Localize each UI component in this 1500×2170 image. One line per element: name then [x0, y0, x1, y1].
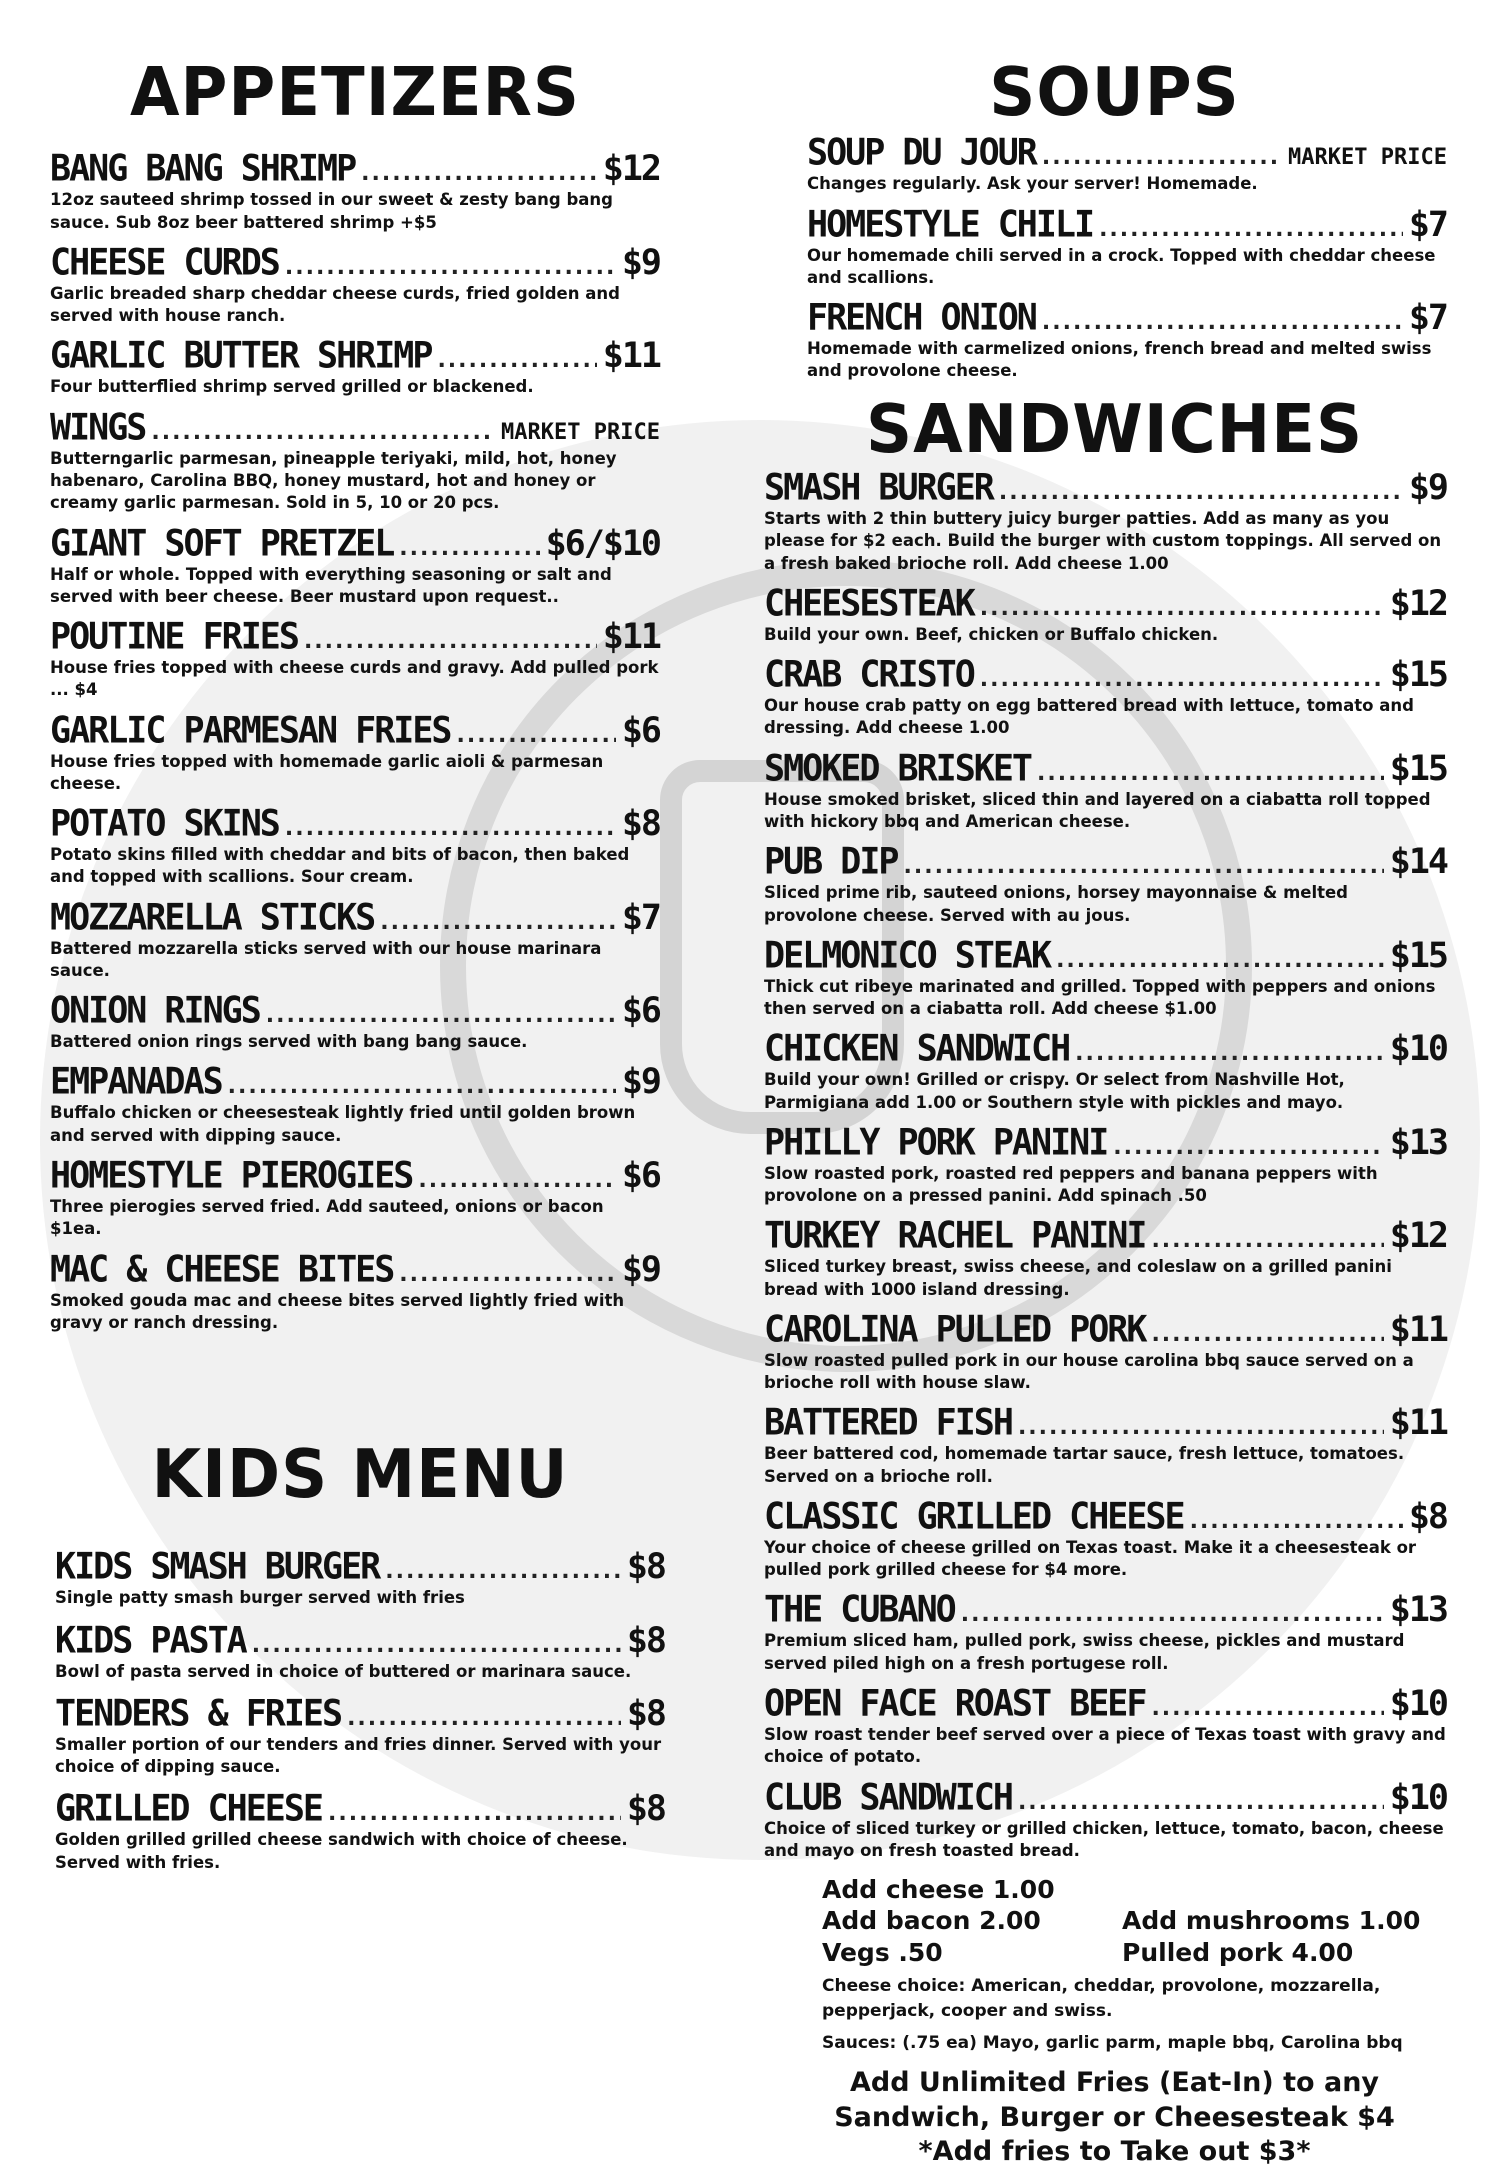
menu-item-header	[764, 582, 1447, 625]
kids-menu-section	[55, 1436, 665, 1888]
menu-item-price: $6	[621, 991, 660, 1032]
appetizers-section	[50, 54, 660, 1346]
menu-item-header	[764, 1495, 1447, 1538]
dot-leader	[1151, 1228, 1383, 1253]
menu-item-description: Buffalo chicken or cheesesteak lightly fried until golden brown and served with dipping sauce.	[50, 1103, 636, 1145]
menu-item	[55, 1692, 665, 1779]
soups-list	[807, 132, 1447, 382]
menu-item-description: Battered onion rings served with bang bang sauce.	[50, 1032, 528, 1052]
menu-item-name: WINGS	[50, 406, 146, 449]
addon-cheese: Add cheese 1.00	[822, 1875, 1055, 1905]
menu-item-description: Homemade with carmelized onions, french bread and melted swiss and provolone cheese.	[807, 339, 1432, 381]
menu-item	[50, 709, 660, 796]
menu-item-name: OPEN FACE ROAST BEEF	[764, 1682, 1146, 1725]
dot-leader	[457, 723, 616, 748]
menu-item-price: $7	[1408, 298, 1447, 339]
menu-item-name: GARLIC BUTTER SHRIMP	[50, 335, 432, 378]
dot-leader	[980, 667, 1384, 692]
menu-item-price: $11	[1389, 1403, 1447, 1444]
menu-item-price: $8	[621, 804, 660, 845]
menu-item	[50, 241, 660, 328]
menu-item	[50, 896, 660, 983]
menu-item-description: Premium sliced ham, pulled pork, swiss cheese, pickles and mustard served piled high on a fresh portugese roll.	[764, 1631, 1405, 1673]
menu-item-description: Your choice of cheese grilled on Texas toast. Make it a cheesesteak or pulled pork grilled cheese for $4 more.	[764, 1537, 1417, 1580]
menu-item-price: $12	[1389, 1216, 1447, 1257]
addons-block	[822, 1874, 1447, 1968]
dot-leader	[1099, 217, 1403, 242]
menu-item-description: Butterngarlic parmesan, pineapple teriyaki, mild, hot, honey habenaro, Carolina BBQ, honey mustard, hot and honey or creamy garlic parmesan. Sold in 5, 10 or 20 pcs.	[50, 448, 617, 513]
dot-leader	[1018, 1415, 1384, 1440]
menu-item	[807, 132, 1447, 195]
menu-item-header	[764, 1589, 1447, 1632]
dot-leader	[1075, 1041, 1384, 1066]
menu-item	[764, 654, 1447, 740]
menu-item	[50, 1248, 660, 1335]
menu-item-description: Half or whole. Topped with everything seasoning or salt and served with beer cheese. Beer mustard upon request..	[50, 564, 612, 606]
menu-item-price: $10	[1389, 1029, 1447, 1070]
menu-item-name: DELMONICO STEAK	[764, 934, 1051, 977]
menu-item-name: CRAB CRISTO	[764, 654, 974, 697]
addon-bacon: Add bacon 2.00	[822, 1906, 1041, 1936]
menu-item-description: Sliced prime rib, sauteed onions, horsey mayonnaise & melted provolone cheese. Served with au jous.	[764, 883, 1348, 925]
menu-item-price: $9	[621, 1062, 660, 1103]
menu-item-price: $15	[1389, 748, 1447, 789]
menu-item-price: $6	[621, 1155, 660, 1196]
dot-leader	[1151, 1696, 1383, 1721]
sauces-note: Sauces: (.75 ea) Mayo, garlic parm, maple bbq, Carolina bbq	[822, 2032, 1403, 2053]
menu-item	[764, 841, 1447, 927]
menu-item-price: $10	[1389, 1684, 1447, 1725]
menu-item-price: $14	[1389, 842, 1447, 883]
menu-item-header	[764, 934, 1447, 977]
menu-item-name: BANG BANG SHRIMP	[50, 148, 356, 191]
menu-item-name: CLUB SANDWICH	[764, 1776, 1012, 1819]
menu-item	[764, 934, 1447, 1021]
menu-item-header	[55, 1619, 665, 1662]
menu-item-header	[50, 709, 660, 752]
menu-item-description: Potato skins filled with cheddar and bits of bacon, then baked and topped with scallions. Sour cream.	[50, 845, 630, 887]
menu-item	[764, 1589, 1447, 1675]
menu-item-name: MOZZARELLA STICKS	[50, 896, 375, 939]
kids-menu-title: KIDS MENU	[151, 1436, 569, 1514]
menu-item-description: Battered mozzarella sticks served with our house marinara sauce.	[50, 938, 602, 980]
menu-item-price: $7	[621, 897, 660, 938]
menu-item-name: SMOKED BRISKET	[764, 747, 1032, 790]
menu-item-price: $8	[626, 1693, 665, 1734]
menu-item-header	[50, 990, 660, 1033]
menu-item-description: House fries topped with cheese curds and gravy. Add pulled pork ... $4	[50, 658, 659, 700]
addon-mushrooms: Add mushrooms 1.00	[1122, 1906, 1421, 1936]
dot-leader	[347, 1706, 621, 1731]
menu-item	[764, 1776, 1447, 1863]
menu-item-name: TENDERS & FRIES	[55, 1692, 342, 1735]
footer-line-2: Sandwich, Burger or Cheesesteak $4	[834, 2101, 1395, 2133]
dot-leader	[1151, 1322, 1383, 1347]
menu-item	[764, 1215, 1447, 1301]
menu-item-header	[50, 241, 660, 284]
footer-line-1: Add Unlimited Fries (Eat-In) to any	[849, 2067, 1380, 2099]
dot-leader	[266, 1003, 616, 1028]
dot-leader	[1042, 310, 1403, 335]
menu-item-description: Build your own! Grilled or crispy. Or select from Nashville Hot, Parmigiana add 1.00 or Southern style with pickles and mayo.	[764, 1070, 1345, 1112]
menu-item-description: Four butterflied shrimp served grilled or blackened.	[50, 377, 534, 397]
menu-item-name: PHILLY PORK PANINI	[764, 1121, 1108, 1164]
footer-line-3: *Add fries to Take out $3*	[918, 2136, 1311, 2168]
sandwiches-title: SANDWICHES	[865, 390, 1364, 469]
menu-item-description: Slow roasted pulled pork in our house carolina bbq sauce served on a brioche roll with house slaw.	[764, 1350, 1414, 1393]
menu-item	[55, 1546, 665, 1609]
menu-item-name: POTATO SKINS	[50, 803, 279, 846]
menu-item-name: MAC & CHEESE BITES	[50, 1248, 394, 1291]
menu-item-header	[764, 1121, 1447, 1164]
menu-item	[764, 1308, 1447, 1395]
menu-item	[50, 406, 660, 515]
menu-item-header	[55, 1692, 665, 1735]
dot-leader	[1190, 1509, 1403, 1534]
addon-pulled-pork: Pulled pork 4.00	[1122, 1937, 1354, 1967]
menu-item-name: CAROLINA PULLED PORK	[764, 1308, 1146, 1351]
menu-item	[50, 803, 660, 889]
menu-item-description: Garlic breaded sharp cheddar cheese curds, fried golden and served with house ranch.	[50, 283, 620, 326]
menu-item-header	[764, 1028, 1447, 1071]
menu-item-header	[764, 1308, 1447, 1351]
menu-item-price: $11	[1389, 1309, 1447, 1350]
menu-item	[764, 467, 1447, 575]
appetizers-list	[50, 148, 660, 1334]
kids-menu-list	[55, 1546, 665, 1874]
dot-leader	[328, 1801, 621, 1826]
dot-leader	[1113, 1135, 1383, 1160]
dot-leader	[904, 854, 1384, 879]
menu-item-header	[764, 841, 1447, 884]
menu-item-description: Our house crab patty on egg battered bread with lettuce, tomato and dressing. Add cheese 1.00	[764, 696, 1414, 738]
menu-item-description: House smoked brisket, sliced thin and layered on a ciabatta roll topped with hickory bbq and American cheese.	[764, 789, 1431, 831]
menu-item-header	[50, 522, 660, 565]
menu-item-header	[55, 1788, 665, 1831]
menu-item-name: FRENCH ONION	[807, 297, 1036, 340]
dot-leader	[285, 816, 616, 841]
menu-item-description: Slow roasted pork, roasted red peppers and banana peppers with provolone on a pressed panini. Add spinach .50	[764, 1163, 1378, 1206]
menu-item-price: $9	[621, 242, 660, 283]
menu-item-description: 12oz sauteed shrimp tossed in our sweet & zesty bang bang sauce. Sub 8oz beer battered shrimp +$5	[50, 190, 613, 232]
menu-item	[807, 297, 1447, 383]
menu-item	[55, 1788, 665, 1874]
menu-item	[55, 1619, 665, 1683]
menu-item-header	[764, 467, 1447, 510]
menu-item-price: $8	[626, 1789, 665, 1830]
menu-item	[764, 1121, 1447, 1208]
menu-item-price: $12	[1389, 583, 1447, 624]
menu-item-name: CLASSIC GRILLED CHEESE	[764, 1495, 1184, 1538]
menu-item-description: House fries topped with homemade garlic aioli & parmesan cheese.	[50, 751, 604, 793]
menu-item-header	[50, 406, 660, 449]
menu-item-description: Thick cut ribeye marinated and grilled. Topped with peppers and onions then served on a ciabatta roll. Add cheese $1.00	[764, 976, 1436, 1019]
menu-item-header	[764, 747, 1447, 790]
menu-item-header	[50, 335, 660, 378]
menu-item-price: $12	[602, 149, 660, 190]
menu-item-name: POUTINE FRIES	[50, 616, 298, 659]
menu-item	[50, 1061, 660, 1147]
menu-item-header	[807, 132, 1447, 175]
menu-item-name: HOMESTYLE PIEROGIES	[50, 1154, 413, 1197]
menu-item-name: CHEESESTEAK	[764, 582, 974, 625]
menu-item-price: $7	[1408, 204, 1447, 245]
menu-item-description: Build your own. Beef, chicken or Buffalo chicken.	[764, 624, 1219, 644]
fries-footer	[782, 2066, 1447, 2170]
menu-item-price: $8	[1408, 1496, 1447, 1537]
menu-item-header	[807, 203, 1447, 246]
menu-item	[764, 582, 1447, 646]
menu-item-price: MARKET PRICE	[1288, 145, 1447, 171]
dot-leader	[151, 420, 495, 445]
menu-item-name: KIDS PASTA	[55, 1619, 246, 1662]
menu-item-header	[764, 1776, 1447, 1819]
dot-leader	[1037, 761, 1384, 786]
right-column	[762, 54, 1447, 2170]
dot-leader	[1056, 948, 1384, 973]
menu-item-description: Beer battered cod, homemade tartar sauce, fresh lettuce, tomatoes. Served on a brioche roll.	[764, 1444, 1405, 1486]
dot-leader	[999, 480, 1403, 505]
menu-item-name: HOMESTYLE CHILI	[807, 203, 1094, 246]
menu-item-description: Golden grilled grilled cheese sandwich with choice of cheese. Served with fries.	[55, 1830, 628, 1872]
menu-item-description: Starts with 2 thin buttery juicy burger patties. Add as many as you please for $2 each. Build the burger with custom toppings. All served on a fresh baked brioche roll. Add cheese 1.00	[764, 509, 1442, 573]
menu-item-description: Smoked gouda mac and cheese bites served lightly fried with gravy or ranch dressing.	[50, 1290, 625, 1332]
menu-item-price: $13	[1389, 1590, 1447, 1631]
menu-item-description: Single patty smash burger served with fries	[55, 1588, 465, 1608]
dot-leader	[399, 1262, 616, 1287]
dot-leader	[961, 1602, 1384, 1627]
menu-item-name: KIDS SMASH BURGER	[55, 1546, 380, 1589]
menu-item-price: $10	[1389, 1777, 1447, 1818]
menu-item-description: Our homemade chili served in a crock. Topped with cheddar cheese and scallions.	[807, 245, 1436, 287]
menu-item-price: $9	[621, 1249, 660, 1290]
menu-item-price: $6/$10	[545, 523, 660, 564]
menu-item-price: $11	[602, 336, 660, 377]
menu-item-name: SOUP DU JOUR	[807, 132, 1036, 175]
menu-item-price: $8	[626, 1620, 665, 1661]
menu-item-description: Three pierogies served fried. Add sauteed, onions or bacon $1ea.	[50, 1196, 604, 1239]
menu-item	[50, 148, 660, 234]
addon-vegs: Vegs .50	[822, 1937, 943, 1967]
menu-item-name: CHICKEN SANDWICH	[764, 1028, 1070, 1071]
menu-item-header	[50, 803, 660, 846]
dot-leader	[1018, 1790, 1384, 1815]
menu-item-price: $6	[621, 710, 660, 751]
menu-item	[50, 1154, 660, 1241]
menu-item-header	[50, 1154, 660, 1197]
menu-item-header	[764, 654, 1447, 697]
menu-item-name: GARLIC PARMESAN FRIES	[50, 709, 451, 752]
menu-item-name: GRILLED CHEESE	[55, 1788, 323, 1831]
menu-item-name: CHEESE CURDS	[50, 241, 279, 284]
menu-item-description: Changes regularly. Ask your server! Homemade.	[807, 174, 1258, 194]
menu-item-name: ONION RINGS	[50, 990, 260, 1033]
dot-leader	[361, 161, 597, 186]
cheese-choice-note: Cheese choice: American, cheddar, provolone, mozzarella, pepperjack, cooper and swiss.	[822, 1975, 1381, 2022]
menu-item-description: Choice of sliced turkey or grilled chicken, lettuce, tomato, bacon, cheese and mayo on fresh toasted bread.	[764, 1818, 1444, 1860]
menu-item-name: PUB DIP	[764, 841, 898, 884]
soups-title: SOUPS	[989, 54, 1240, 132]
menu-item-description: Bowl of pasta served in choice of buttered or marinara sauce.	[55, 1661, 632, 1681]
menu-item-name: THE CUBANO	[764, 1589, 955, 1632]
menu-item-name: SMASH BURGER	[764, 467, 993, 510]
menu-item-name: BATTERED FISH	[764, 1402, 1012, 1445]
menu-item	[764, 1682, 1447, 1769]
dot-leader	[437, 348, 596, 373]
menu-item-header	[50, 148, 660, 191]
menu-item-header	[50, 1061, 660, 1104]
dot-leader	[228, 1074, 616, 1099]
menu-item-price: $8	[626, 1547, 665, 1588]
menu-item-name: TURKEY RACHEL PANINI	[764, 1215, 1146, 1258]
menu-item	[50, 990, 660, 1053]
dot-leader	[1042, 145, 1282, 170]
menu-item-header	[50, 896, 660, 939]
menu-item-header	[50, 616, 660, 659]
menu-item-price: $11	[602, 617, 660, 658]
menu-item-description: Smaller portion of our tenders and fries dinner. Served with your choice of dipping sauce.	[55, 1734, 662, 1777]
menu-item-description: Sliced turkey breast, swiss cheese, and coleslaw on a grilled panini bread with 1000 island dressing.	[764, 1257, 1392, 1299]
menu-item	[764, 1402, 1447, 1488]
menu-item-description: Slow roast tender beef served over a piece of Texas toast with gravy and choice of potato.	[764, 1725, 1446, 1767]
menu-item-name: GIANT SOFT PRETZEL	[50, 522, 394, 565]
menu-item-price: $9	[1408, 468, 1447, 509]
menu-item	[807, 203, 1447, 290]
menu-item-header	[764, 1682, 1447, 1725]
menu-item	[50, 335, 660, 398]
sandwiches-list	[764, 467, 1447, 1862]
menu-item-price: $13	[1389, 1122, 1447, 1163]
menu-item-header	[764, 1402, 1447, 1445]
dot-leader	[418, 1168, 615, 1193]
dot-leader	[399, 536, 539, 561]
menu-item	[764, 747, 1447, 834]
menu-item	[50, 522, 660, 609]
dot-leader	[304, 629, 597, 654]
menu-item	[764, 1028, 1447, 1114]
menu-item-price: $15	[1389, 655, 1447, 696]
menu-item-header	[764, 1215, 1447, 1258]
menu-item-price: MARKET PRICE	[501, 419, 660, 445]
menu-item-header	[55, 1546, 665, 1589]
appetizers-title: APPETIZERS	[129, 54, 581, 132]
menu-item-name: EMPANADAS	[50, 1061, 222, 1104]
menu-item-header	[50, 1248, 660, 1291]
dot-leader	[385, 1559, 621, 1584]
menu-item	[50, 616, 660, 702]
dot-leader	[380, 910, 616, 935]
dot-leader	[285, 255, 616, 280]
menu-item	[764, 1495, 1447, 1582]
dot-leader	[252, 1633, 621, 1658]
dot-leader	[980, 596, 1384, 621]
menu-item-header	[807, 297, 1447, 340]
menu-item-price: $15	[1389, 935, 1447, 976]
